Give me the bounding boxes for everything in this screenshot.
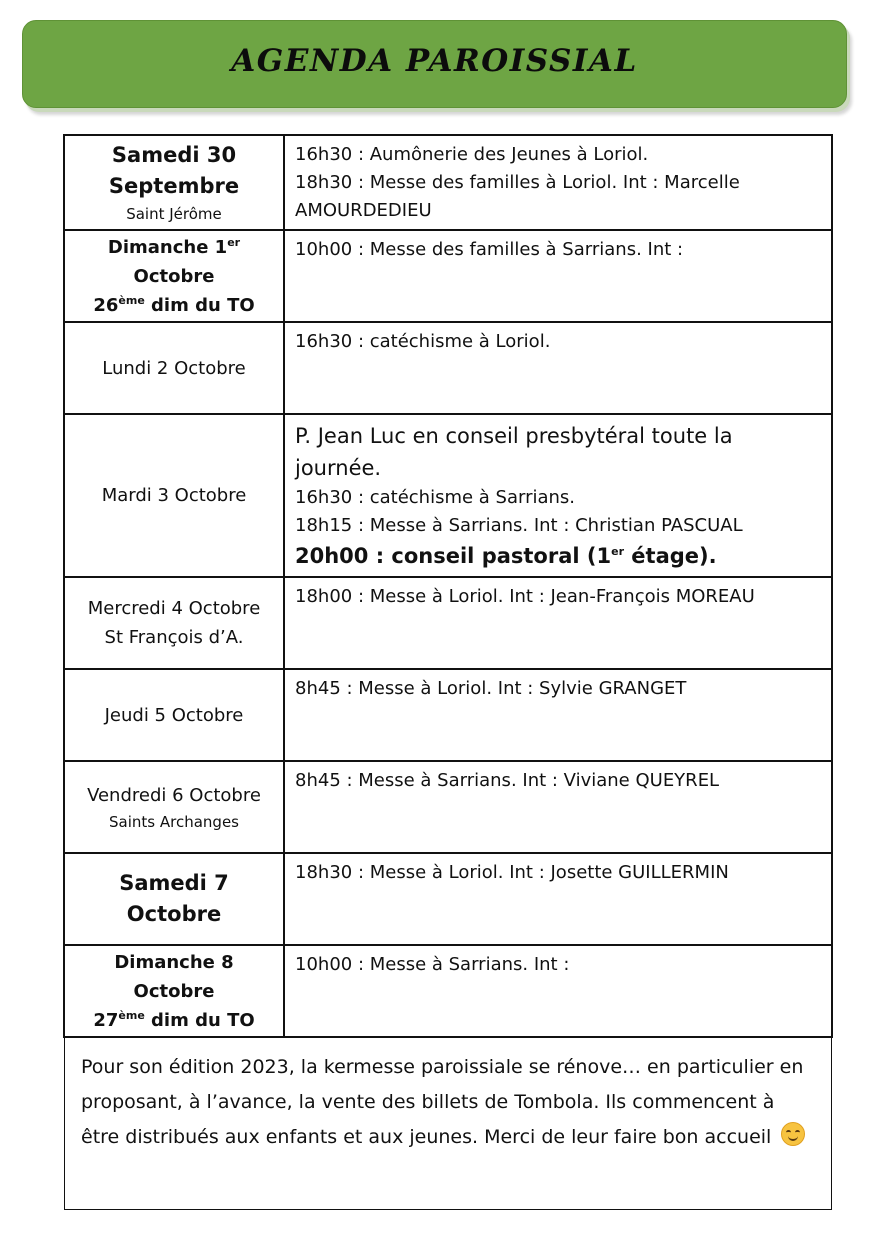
day-label: Vendredi 6 Octobre [87, 784, 261, 806]
liturgical-sup: ème [118, 293, 145, 307]
day-label: Dimanche 8 [114, 951, 234, 973]
event-line: 18h30 : Messe à Loriol. Int : Josette GUILLERMIN [295, 862, 729, 883]
event-line: P. Jean Luc en conseil presbytéral toute la journée. [295, 424, 733, 480]
event-line: 18h15 : Messe à Sarrians. Int : Christian PASCUAL [295, 515, 743, 536]
day-label: Mercredi 4 Octobre [87, 598, 261, 619]
day-label: Samedi 30 [111, 142, 237, 167]
agenda-row [64, 230, 832, 322]
day-label [65, 233, 283, 262]
liturgical-label [65, 1006, 283, 1035]
page-title: AGENDA PAROISSIAL [231, 43, 638, 79]
day-cell [64, 322, 284, 414]
agenda-row [64, 577, 832, 669]
day-cell [64, 230, 284, 322]
agenda-row [64, 945, 832, 1037]
agenda-row [64, 669, 832, 761]
event-line: 8h45 : Messe à Sarrians. Int : Viviane QUEYREL [295, 770, 720, 791]
day-cell [64, 577, 284, 669]
day-label: Septembre [108, 173, 240, 198]
liturgical-number: 26 [93, 294, 119, 316]
liturgical-label [65, 291, 283, 320]
event-line-highlight [295, 540, 823, 572]
agenda-row [64, 853, 832, 945]
day-cell [64, 669, 284, 761]
event-highlight-text: 20h00 : conseil pastoral (1 [295, 544, 612, 568]
event-line: 16h30 : Aumônerie des Jeunes à Loriol. [295, 144, 649, 165]
events-cell [284, 669, 832, 761]
day-label: Octobre [133, 980, 215, 1002]
saint-label: Saints Archanges [109, 812, 239, 831]
event-line: 18h30 : Messe des familles à Loriol. Int : Marcelle AMOURDEDIEU [295, 172, 740, 221]
day-label: Lundi 2 Octobre [102, 357, 246, 379]
notice-box [64, 1037, 832, 1210]
event-line: 10h00 : Messe à Sarrians. Int : [295, 954, 570, 975]
liturgical-text: dim du TO [144, 1009, 255, 1031]
event-line: 18h00 : Messe à Loriol. Int : Jean-François MOREAU [295, 586, 755, 607]
events-cell [284, 135, 832, 230]
events-cell [284, 230, 832, 322]
saint-label: Saint Jérôme [126, 204, 222, 223]
events-cell [284, 577, 832, 669]
events-cell [284, 414, 832, 577]
agenda-table [63, 134, 833, 1038]
liturgical-number: 27 [93, 1009, 119, 1031]
day-cell [64, 945, 284, 1037]
agenda-row [64, 761, 832, 853]
event-highlight-text: étage). [624, 544, 717, 568]
events-cell [284, 322, 832, 414]
agenda-row [64, 414, 832, 577]
events-cell [284, 945, 832, 1037]
day-label: Mardi 3 Octobre [101, 485, 247, 506]
liturgical-sup: ème [118, 1008, 145, 1022]
events-cell [284, 761, 832, 853]
day-cell [64, 135, 284, 230]
day-label: Samedi 7 [119, 871, 229, 895]
event-highlight-sup: er [611, 545, 624, 558]
event-line: 10h00 : Messe des familles à Sarrians. Int : [295, 239, 684, 260]
agenda-row [64, 135, 832, 230]
agenda-row [64, 322, 832, 414]
day-label: Octobre [126, 902, 222, 926]
event-line: 16h30 : catéchisme à Loriol. [295, 331, 551, 352]
event-line: 8h45 : Messe à Loriol. Int : Sylvie GRANGET [295, 678, 687, 699]
day-cell [64, 761, 284, 853]
notice-text: Pour son édition 2023, la kermesse paroissiale se rénove… en particulier en proposant, à l’avance, la vente des billets de Tombola. Ils commencent à être distribués aux enfants et aux jeunes. Merci de leur faire bon accueil [81, 1056, 804, 1148]
day-cell [64, 414, 284, 577]
liturgical-text: dim du TO [144, 294, 255, 316]
events-cell [284, 853, 832, 945]
saint-label: St François d’A. [104, 627, 244, 648]
event-line: 16h30 : catéchisme à Sarrians. [295, 487, 576, 508]
day-cell [64, 853, 284, 945]
day-label: Octobre [133, 265, 215, 287]
smiling-face-icon [781, 1122, 805, 1146]
title-banner [22, 20, 847, 108]
day-label: Jeudi 5 Octobre [104, 704, 244, 726]
day-label-sup: er [227, 235, 241, 249]
day-label-text: Dimanche 1 [107, 236, 228, 258]
